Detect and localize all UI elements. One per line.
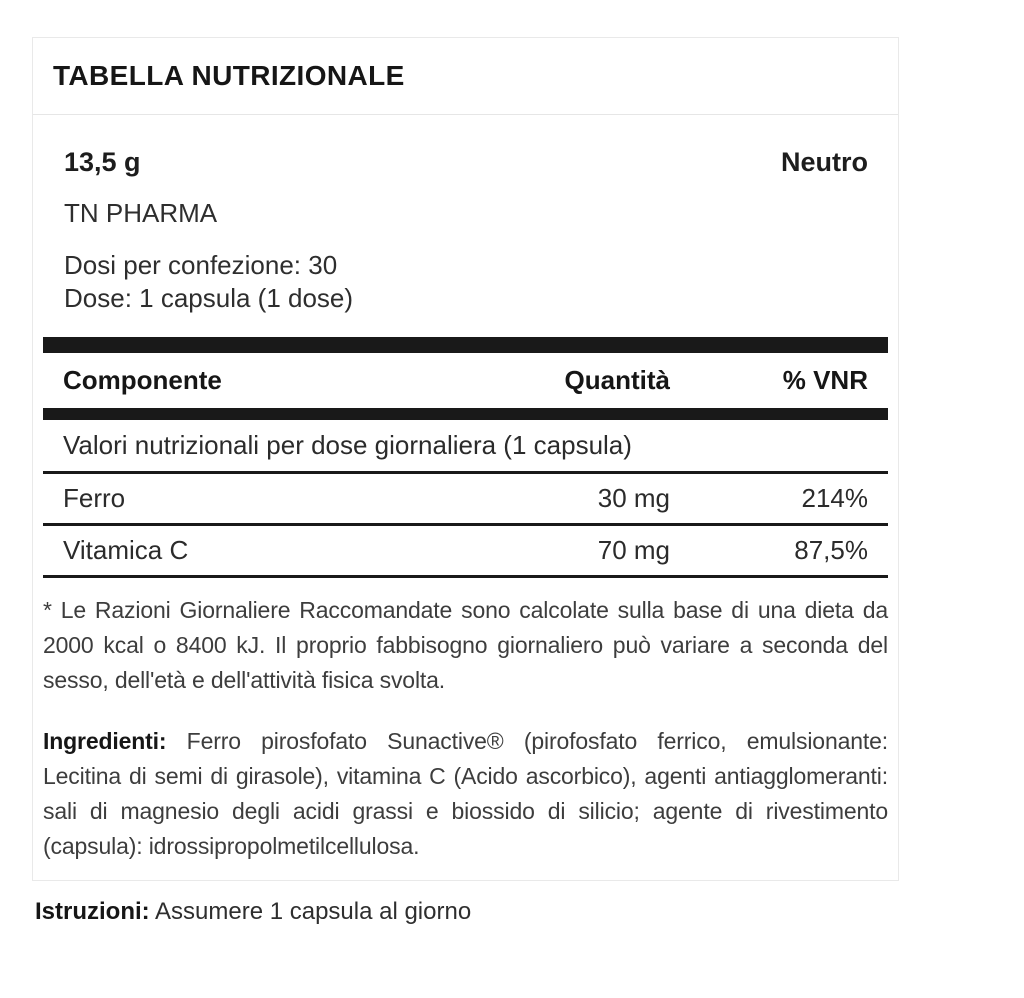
table-row xyxy=(43,523,888,575)
card-title: TABELLA NUTRIZIONALE xyxy=(33,38,898,115)
header-component: Componente xyxy=(63,365,222,395)
header-vnr: % VNR xyxy=(782,365,868,395)
ingredients-text: Ferro pirosfofato Sunactive® (pirofosfato ferrico, emulsionante: Lecitina di semi di girasole), vitamina C (Acido ascorbico), agenti antiagglomeranti: sali di magnesio degli acidi grassi e biossido di silicio; agente di rivestimento (capsula): idrossipropolmetilcellulosa. xyxy=(43,728,888,859)
nutrition-table xyxy=(43,337,888,578)
header-quantity: Quantità xyxy=(564,365,670,395)
instructions-text: Assumere 1 capsula al giorno xyxy=(149,898,472,925)
component-vnr: 87,5% xyxy=(794,535,868,565)
serving-info xyxy=(64,249,868,315)
component-name: Vitamica C xyxy=(63,535,189,565)
servings-per-pack: Dosi per confezione: 30 xyxy=(64,250,338,280)
ingredients-label: Ingredienti: xyxy=(43,728,167,754)
product-size: 13,5 g xyxy=(64,147,141,177)
ingredients-paragraph xyxy=(43,724,888,864)
size-flavor-row xyxy=(64,147,868,178)
component-name: Ferro xyxy=(63,483,126,513)
component-vnr: 214% xyxy=(801,483,868,513)
table-header-bar xyxy=(43,408,888,420)
table-row xyxy=(43,471,888,523)
component-quantity: 70 mg xyxy=(597,535,670,565)
instructions-line xyxy=(35,896,1024,928)
table-top-bar xyxy=(43,337,888,353)
table-header-row xyxy=(43,353,888,408)
brand-name: TN PHARMA xyxy=(64,198,218,228)
table-bottom-rule xyxy=(43,575,888,578)
table-subheader: Valori nutrizionali per dose giornaliera (1 capsula) xyxy=(63,430,632,460)
vnr-footnote: * Le Razioni Giornaliere Raccomandate sono calcolate sulla base di una dieta da 2000 kcal o 8400 kJ. Il proprio fabbisogno giornaliero può variare a seconda del sesso, dell'età e dell'attività fisica svolta. xyxy=(43,597,888,693)
serving-size: Dose: 1 capsula (1 dose) xyxy=(64,283,354,313)
instructions-label: Istruzioni: xyxy=(35,898,150,925)
nutrition-card xyxy=(32,37,899,881)
product-info-section xyxy=(43,115,888,337)
component-quantity: 30 mg xyxy=(597,483,670,513)
product-flavor: Neutro xyxy=(781,147,868,177)
